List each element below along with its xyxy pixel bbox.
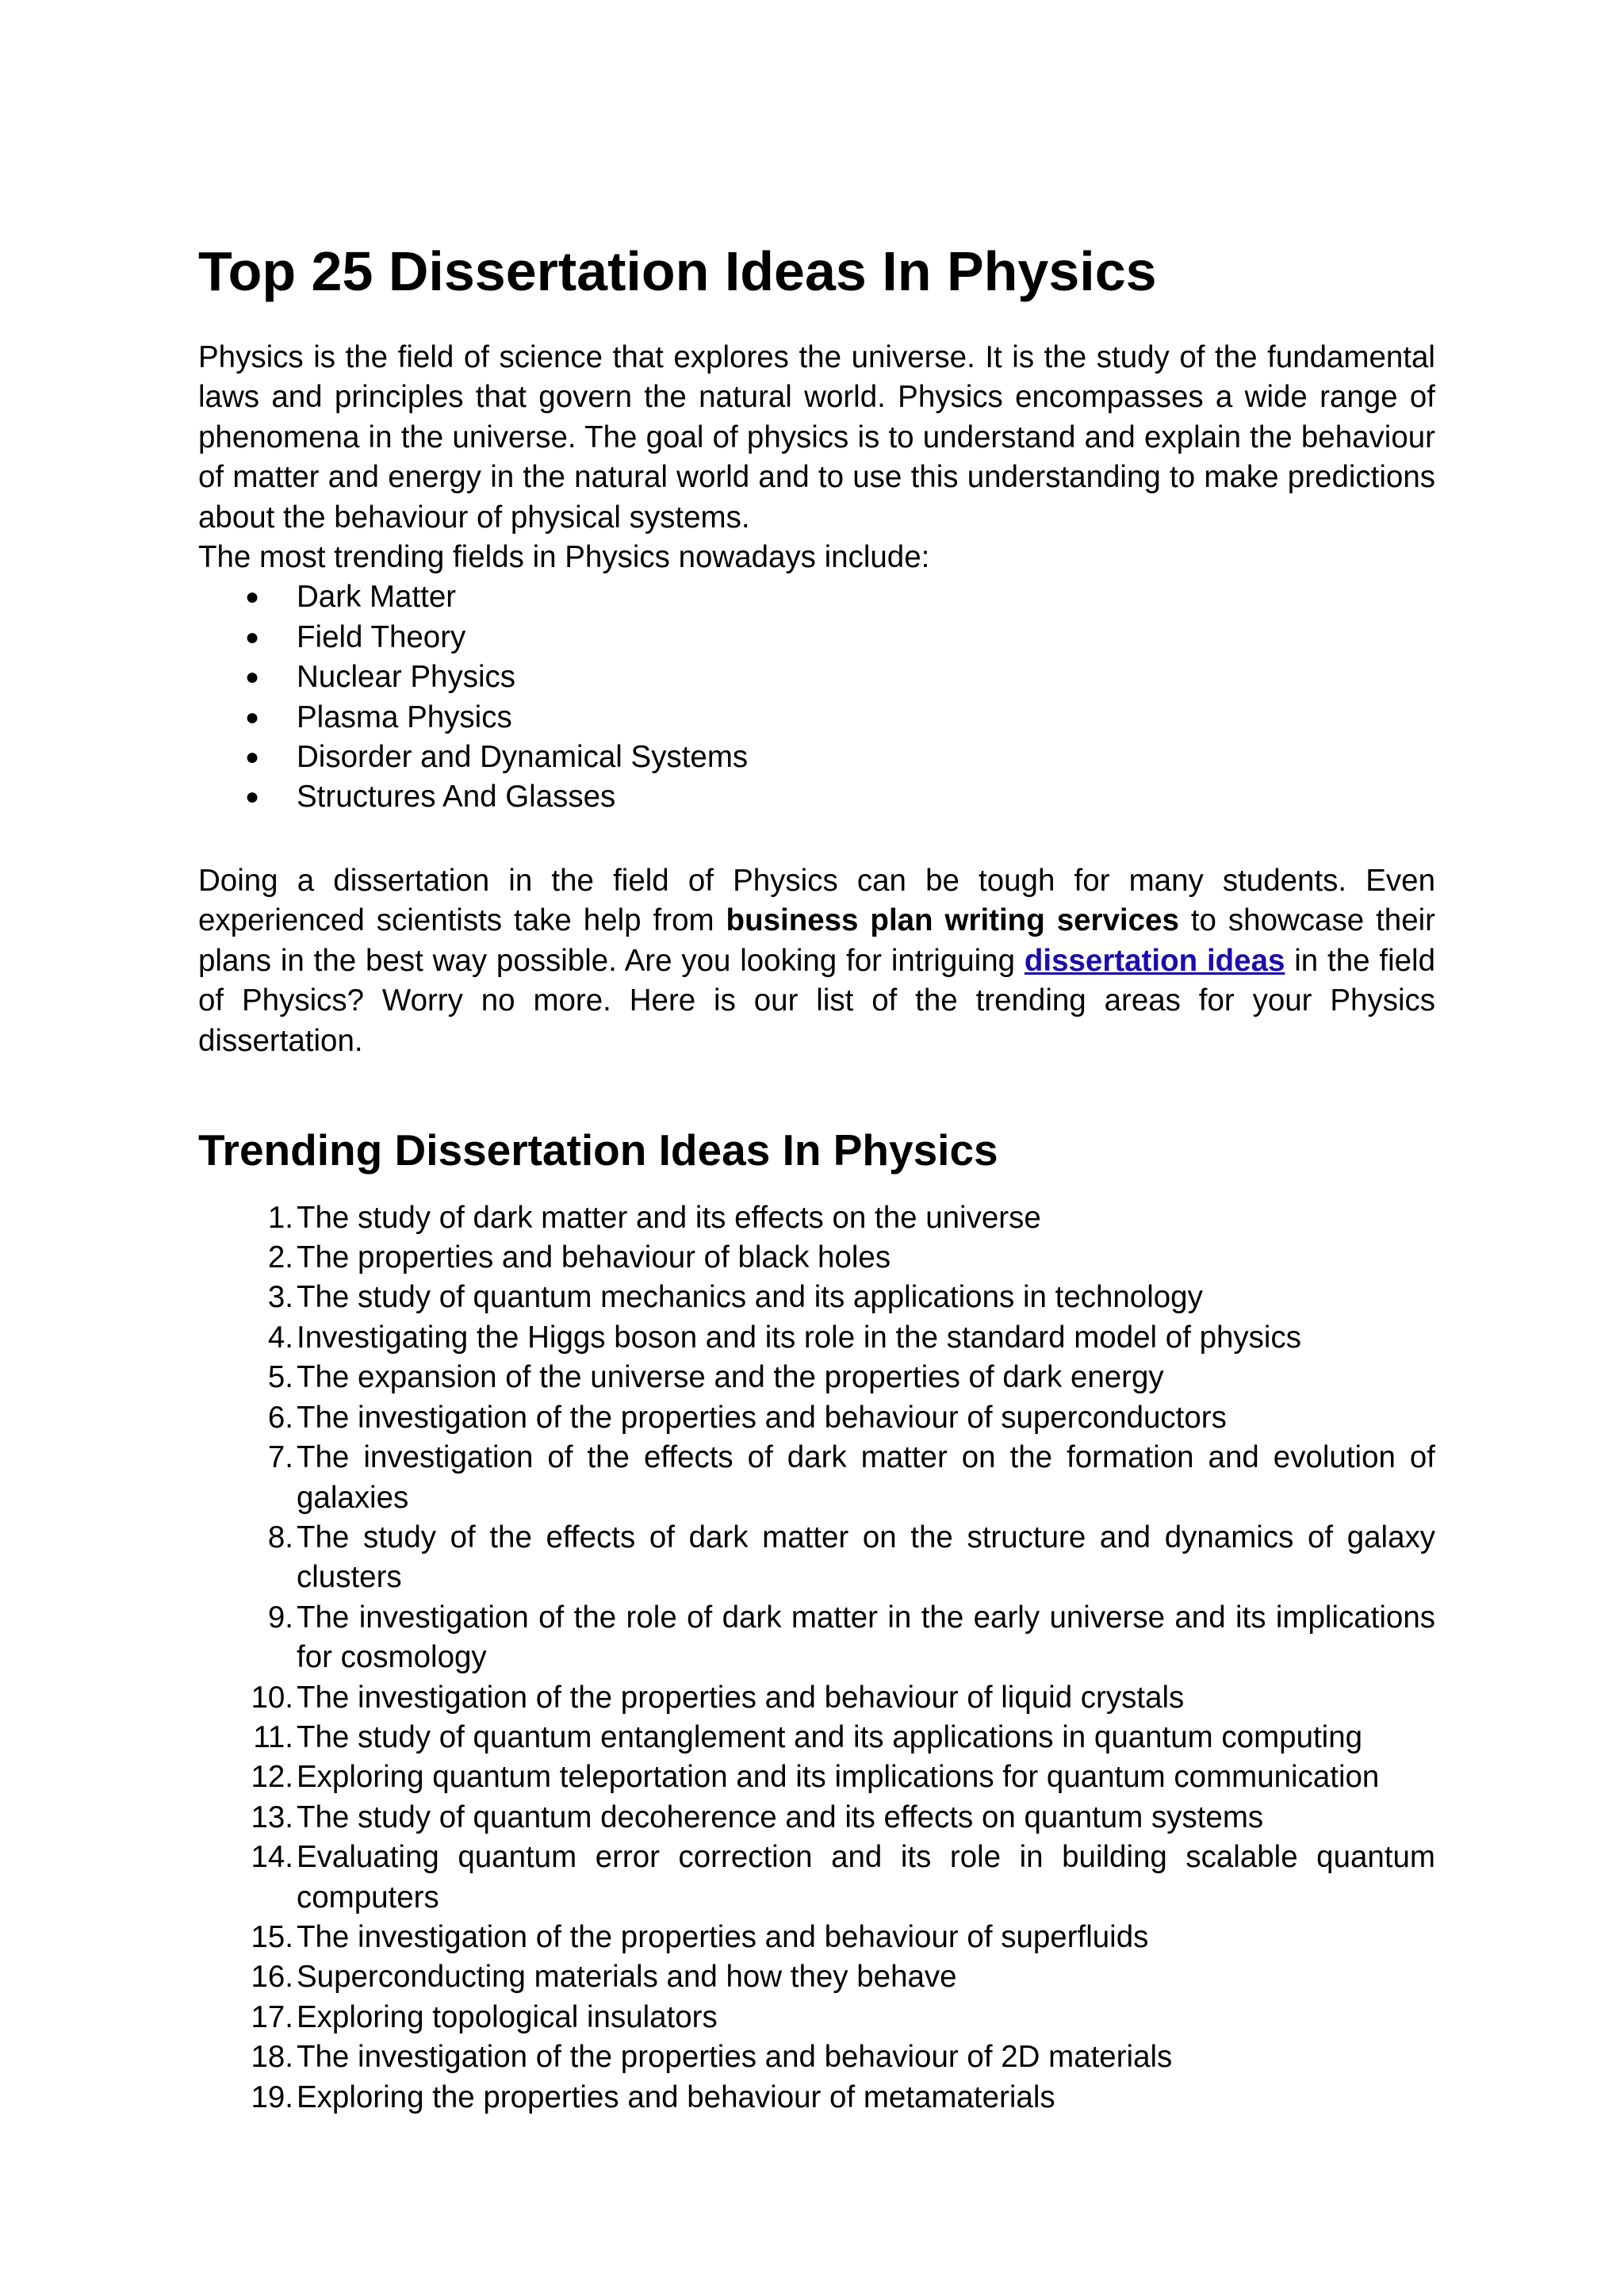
business-plan-services-text: business plan writing services [726, 903, 1179, 938]
list-item-text: Dark Matter [297, 580, 457, 615]
list-item-text: The investigation of the properties and behaviour of 2D materials [297, 2040, 1173, 2075]
list-item [198, 577, 1435, 617]
bullet-icon: ● [245, 744, 260, 771]
list-item-number: 14. [251, 1840, 293, 1875]
list-item [198, 1918, 1435, 1957]
list-item [198, 1957, 1435, 1997]
spacer [198, 818, 1435, 861]
bullet-icon: ● [245, 703, 260, 730]
list-item-text: The study of the effects of dark matter on the structure and dynamics of galaxy clusters [297, 1520, 1435, 1595]
spacer [198, 1061, 1435, 1123]
paragraph-text: to showcase their plans in the best way possible. Are you looking for intriguing [198, 903, 1436, 978]
list-item-text: The investigation of the properties and behaviour of superconductors [297, 1400, 1227, 1435]
list-item [198, 1438, 1435, 1518]
list-item-text: The investigation of the effects of dark matter on the formation and evolution of galaxies [297, 1440, 1435, 1515]
list-item [198, 2037, 1435, 2077]
list-item [198, 1398, 1435, 1438]
bullet-icon: ● [245, 664, 260, 691]
list-item-number: 18. [251, 2040, 293, 2075]
list-item [198, 657, 1435, 697]
list-item-number: 7. [267, 1440, 293, 1475]
dissertation-help-paragraph [198, 861, 1435, 1061]
fields-intro: The most trending fields in Physics nowadays include: [198, 540, 930, 575]
list-item-text: The properties and behaviour of black holes [297, 1240, 891, 1275]
list-item-number: 5. [267, 1360, 293, 1395]
list-item [198, 1678, 1435, 1718]
list-item-text: Field Theory [297, 619, 466, 654]
list-item [198, 618, 1435, 657]
list-item-number: 19. [251, 2079, 293, 2114]
list-item-text: Investigating the Higgs boson and its role in the standard model of physics [297, 1320, 1301, 1355]
list-item-text: Exploring the properties and behaviour of metamaterials [297, 2079, 1055, 2114]
list-item [198, 1318, 1435, 1358]
list-item [198, 1718, 1435, 1757]
list-item [198, 698, 1435, 738]
list-item-number: 4. [267, 1320, 293, 1355]
list-item [198, 1278, 1435, 1317]
list-item-number: 15. [251, 1919, 293, 1954]
list-item-number: 12. [251, 1760, 293, 1795]
list-item [198, 1238, 1435, 1278]
list-item [198, 1198, 1435, 1238]
list-item [198, 1518, 1435, 1598]
dissertation-ideas-list [198, 1198, 1435, 2118]
document-page [198, 238, 1435, 2118]
bullet-icon: ● [245, 784, 260, 811]
list-item [198, 1998, 1435, 2037]
paragraph-text: Doing a dissertation in the field of Physics can be tough for many students. Even experienced scientists take help from [198, 863, 1435, 938]
list-item-text: Exploring quantum teleportation and its implications for quantum communication [297, 1760, 1380, 1795]
list-item-text: Nuclear Physics [297, 660, 516, 695]
list-item-text: The study of quantum decoherence and its effects on quantum systems [297, 1800, 1264, 1834]
list-item-number: 9. [267, 1600, 293, 1635]
list-item-text: The investigation of the properties and behaviour of liquid crystals [297, 1680, 1185, 1715]
list-item-number: 6. [267, 1400, 293, 1435]
list-item [198, 1358, 1435, 1397]
list-item-text: The investigation of the role of dark matter in the early universe and its implications for cosmology [297, 1600, 1435, 1675]
list-item [198, 1798, 1435, 1838]
bullet-icon: ● [245, 584, 260, 611]
list-item-number: 1. [267, 1200, 293, 1235]
list-item [198, 2078, 1435, 2118]
paragraph-text: in the field of Physics? Worry no more. Here is our list of the trending areas for your Physics dissertation. [198, 943, 1435, 1058]
list-item-number: 2. [267, 1240, 293, 1275]
list-item-text: The expansion of the universe and the properties of dark energy [297, 1360, 1164, 1395]
list-item-text: Structures And Glasses [297, 780, 616, 815]
dissertation-ideas-link[interactable]: dissertation ideas [1024, 943, 1285, 978]
trending-fields-list [198, 577, 1435, 817]
list-item-text: Disorder and Dynamical Systems [297, 740, 749, 775]
section-title: Trending Dissertation Ideas In Physics [198, 1125, 998, 1175]
list-item [198, 1838, 1435, 1918]
list-item-number: 8. [267, 1520, 293, 1554]
list-item-text: Evaluating quantum error correction and its role in building scalable quantum computers [297, 1840, 1435, 1915]
list-item-number: 10. [251, 1680, 293, 1715]
intro-paragraph: Physics is the field of science that explores the universe. It is the study of the fundamental laws and principles that govern the natural world. Physics encompasses a wide range of phenomena in the universe. The goal of physics is to understand and explain the behaviour of matter and energy in the natural world and to use this understanding to make predictions about the behaviour of physical systems. [198, 340, 1435, 535]
bullet-icon: ● [245, 623, 260, 650]
list-item-text: The investigation of the properties and behaviour of superfluids [297, 1919, 1149, 1954]
list-item-text: The study of dark matter and its effects on the universe [297, 1200, 1041, 1235]
list-item [198, 738, 1435, 777]
page-title: Top 25 Dissertation Ideas In Physics [198, 240, 1157, 302]
list-item-number: 17. [251, 1999, 293, 2034]
list-item [198, 777, 1435, 817]
list-item-number: 13. [251, 1800, 293, 1834]
list-item-text: Exploring topological insulators [297, 1999, 718, 2034]
list-item-text: The study of quantum mechanics and its applications in technology [297, 1280, 1203, 1315]
list-item-text: Superconducting materials and how they behave [297, 1960, 957, 1995]
list-item [198, 1757, 1435, 1797]
list-item [198, 1598, 1435, 1678]
list-item-number: 16. [251, 1960, 293, 1995]
list-item-number: 11. [253, 1719, 293, 1754]
list-item-text: Plasma Physics [297, 700, 512, 734]
list-item-text: The study of quantum entanglement and its applications in quantum computing [297, 1719, 1363, 1754]
list-item-number: 3. [267, 1280, 293, 1315]
